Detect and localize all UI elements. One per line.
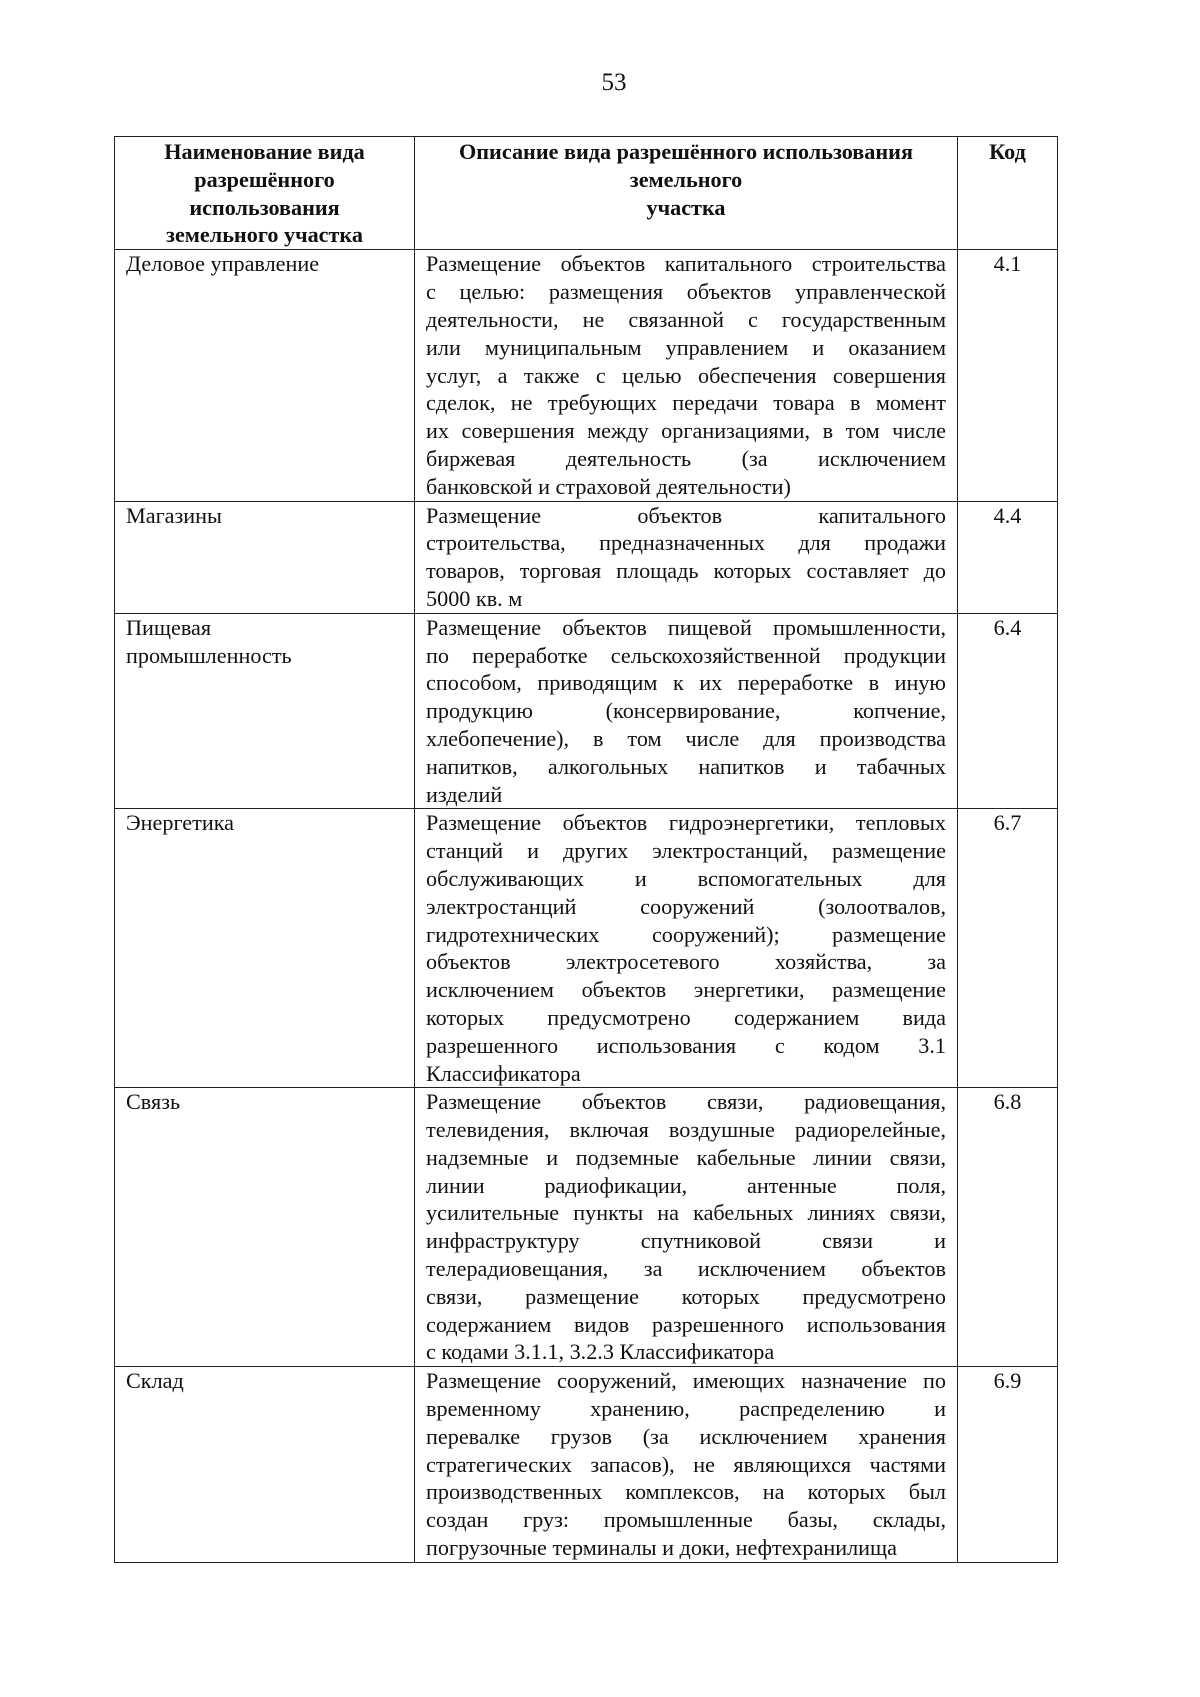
land-use-description-line: банковской и страховой деятельности) — [426, 473, 791, 499]
land-use-description-line: изделий — [426, 781, 503, 807]
land-use-name-line: Пищевая — [126, 614, 212, 640]
land-use-description-line: способом, приводящим к их переработке в иную — [426, 670, 946, 696]
land-use-name-line: Деловое управление — [126, 251, 320, 277]
land-use-description-line: которых предусмотрено содержанием вида — [426, 1004, 946, 1030]
land-use-description-line: станций и других электростанций, размещение — [426, 838, 946, 864]
header-description — [415, 137, 958, 250]
table-body — [115, 250, 1058, 1562]
land-use-name-line: Энергетика — [126, 810, 234, 836]
land-use-code-cell: 4.1 — [958, 250, 1058, 501]
table-row — [115, 1088, 1058, 1367]
land-use-description-line: производственных комплексов, на которых был — [426, 1479, 946, 1505]
land-use-name-line: Магазины — [126, 502, 222, 528]
land-use-description-line: Размещение объектов капитального строительства — [426, 251, 946, 277]
land-use-description-line: их совершения между организациями, в том числе — [426, 418, 946, 444]
land-use-description-line: временному хранению, распределению и — [426, 1396, 946, 1422]
header-code: Код — [958, 137, 1058, 250]
land-use-description-line: с целью: размещения объектов управленческой — [426, 279, 946, 305]
land-use-description-line: Размещение объектов капитального — [426, 502, 946, 528]
header-description-line: земельного — [629, 166, 743, 192]
land-use-description-line: содержанием видов разрешенного использования — [426, 1311, 946, 1337]
land-use-code-cell: 6.8 — [958, 1088, 1058, 1367]
land-use-description-line: усилительные пункты на кабельных линиях связи, — [426, 1200, 946, 1226]
land-use-description-line: обслуживающих и вспомогательных для — [426, 865, 946, 891]
land-use-description-cell — [415, 250, 958, 501]
land-use-description-line: или муниципальным управлением и оказанием — [426, 334, 946, 360]
land-use-description-line: сделок, не требующих передачи товара в момент — [426, 390, 946, 416]
land-use-description-line: 5000 кв. м — [426, 585, 523, 611]
table-row — [115, 809, 1058, 1088]
land-use-description-cell — [415, 1088, 958, 1367]
land-use-description-cell — [415, 809, 958, 1088]
header-name — [115, 137, 415, 250]
header-name-line: земельного участка — [166, 222, 363, 248]
land-use-name-cell — [115, 809, 415, 1088]
header-name-line: разрешённого — [194, 166, 335, 192]
land-use-description-line: с кодами 3.1.1, 3.2.3 Классификатора — [426, 1339, 775, 1365]
land-use-description-line: линии радиофикации, антенные поля, — [426, 1172, 946, 1198]
table-row — [115, 501, 1058, 613]
land-use-description-line: по переработке сельскохозяйственной продукции — [426, 642, 946, 668]
table-header-row — [115, 137, 1058, 250]
header-description-line: Описание вида разрешённого использования — [459, 139, 913, 164]
land-use-description-line: гидротехнических сооружений); размещение — [426, 921, 946, 947]
land-use-description-line: исключением объектов энергетики, размещение — [426, 977, 946, 1003]
land-use-description-line: напитков, алкогольных напитков и табачных — [426, 753, 946, 779]
land-use-description-line: услуг, а также с целью обеспечения совершения — [426, 362, 946, 388]
table-row — [115, 250, 1058, 501]
land-use-description-line: перевалке грузов (за исключением хранения — [426, 1423, 946, 1449]
land-use-description-cell — [415, 1367, 958, 1563]
land-use-name-cell — [115, 501, 415, 613]
land-use-name-line: промышленность — [126, 642, 292, 668]
land-use-description-line: Размещение объектов пищевой промышленности, — [426, 614, 946, 640]
land-use-description-line: инфраструктуру спутниковой связи и — [426, 1228, 946, 1254]
land-use-description-line: погрузочные терминалы и доки, нефтехранилища — [426, 1535, 897, 1561]
land-use-name-line: Склад — [126, 1368, 184, 1394]
land-use-description-line: создан груз: промышленные базы, склады, — [426, 1507, 946, 1533]
land-use-description-line: телевидения, включая воздушные радиорелейные, — [426, 1117, 946, 1143]
header-description-line: участка — [646, 194, 726, 220]
land-use-description-line: Классификатора — [426, 1060, 581, 1086]
land-use-description-line: строительства, предназначенных для продажи — [426, 530, 946, 556]
land-use-table — [114, 136, 1058, 1563]
header-name-line: Наименование вида — [164, 139, 365, 164]
page-number: 53 — [601, 69, 627, 96]
land-use-description-line: продукцию (консервирование, копчение, — [426, 698, 946, 724]
land-use-name-line: Связь — [126, 1089, 181, 1115]
land-use-description-line: Размещение объектов связи, радиовещания, — [426, 1089, 946, 1115]
table-row — [115, 1367, 1058, 1563]
land-use-description-line: связи, размещение которых предусмотрено — [426, 1283, 946, 1309]
land-use-description-cell — [415, 501, 958, 613]
land-use-description-cell — [415, 613, 958, 809]
land-use-description-line: хлебопечение), в том числе для производства — [426, 725, 946, 751]
land-use-name-cell — [115, 250, 415, 501]
land-use-description-line: товаров, торговая площадь которых составляет до — [426, 558, 946, 584]
land-use-code-cell: 6.4 — [958, 613, 1058, 809]
header-name-line: использования — [189, 194, 340, 220]
land-use-code-cell: 6.9 — [958, 1367, 1058, 1563]
land-use-description-line: стратегических запасов), не являющихся частями — [426, 1451, 946, 1477]
table-row — [115, 613, 1058, 809]
land-use-name-cell — [115, 1367, 415, 1563]
land-use-description-line: Размещение сооружений, имеющих назначение по — [426, 1368, 946, 1394]
land-use-code-cell: 4.4 — [958, 501, 1058, 613]
land-use-name-cell — [115, 1088, 415, 1367]
land-use-description-line: Размещение объектов гидроэнергетики, тепловых — [426, 810, 946, 836]
land-use-description-line: надземные и подземные кабельные линии связи, — [426, 1144, 946, 1170]
land-use-description-line: объектов электросетевого хозяйства, за — [426, 949, 946, 975]
land-use-description-line: деятельности, не связанной с государственным — [426, 306, 946, 332]
land-use-description-line: электростанций сооружений (золоотвалов, — [426, 893, 946, 919]
land-use-description-line: разрешенного использования с кодом 3.1 — [426, 1032, 946, 1058]
land-use-code-cell: 6.7 — [958, 809, 1058, 1088]
land-use-description-line: биржевая деятельность (за исключением — [426, 445, 946, 471]
land-use-name-cell — [115, 613, 415, 809]
land-use-description-line: телерадиовещания, за исключением объектов — [426, 1256, 946, 1282]
